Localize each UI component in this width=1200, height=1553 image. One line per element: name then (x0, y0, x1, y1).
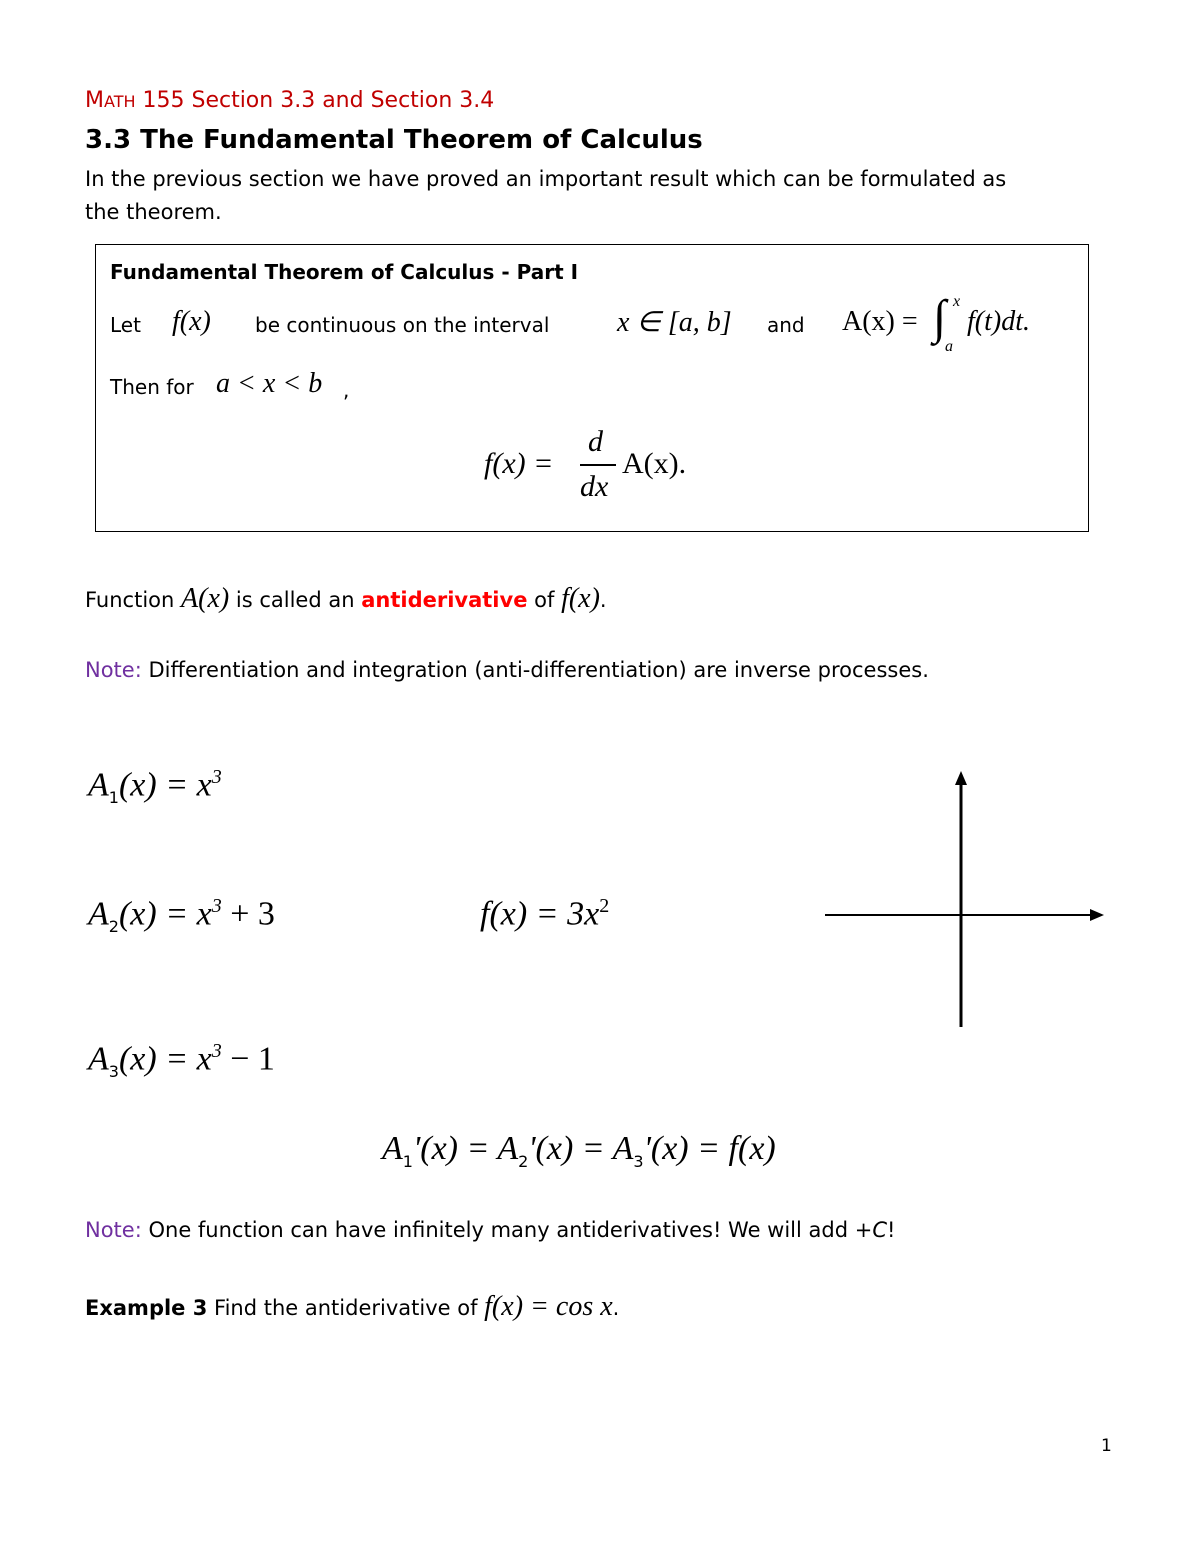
note-1-label: Note: (85, 658, 142, 682)
function-label: Function (85, 588, 175, 612)
coordinate-axes (820, 765, 1110, 1035)
of-text: of (534, 588, 555, 612)
result-rhs: A(x). (622, 447, 687, 480)
course-smallcaps: ATH (103, 92, 136, 111)
condition-comma: , (343, 378, 350, 402)
example-3-label: Example 3 (85, 1296, 208, 1320)
course-header (85, 88, 494, 113)
interval: x ∈ [a, b] (617, 307, 732, 338)
y-axis-arrow (955, 771, 967, 785)
note-2-bang: ! (887, 1218, 896, 1242)
page-number: 1 (1101, 1436, 1112, 1456)
note-1-text: Differentiation and integration (anti-differentiation) are inverse processes. (148, 658, 929, 682)
course-prefix: M (85, 88, 104, 113)
A-def-lhs: A(x) = (842, 306, 918, 337)
upper-limit: x (953, 293, 961, 310)
continuous-text: be continuous on the interval (255, 313, 550, 337)
and-label: and (767, 313, 805, 337)
note-2-text: One function can have infinitely many antiderivatives! We will add + (148, 1218, 873, 1242)
example-3-formula: f(x) = cos x (484, 1291, 613, 1322)
f-formula: $f(x) = 3x^2$ (480, 895, 610, 933)
derivatives-equality: $A_1'(x) = A_2'(x) = A_3'(x) = f(x)$ (382, 1130, 776, 1171)
note-2 (85, 1218, 895, 1242)
period: . (599, 588, 607, 612)
note-1 (85, 658, 929, 682)
let-label: Let (110, 313, 141, 337)
integrand: f(t)dt. (967, 306, 1030, 337)
section-title: 3.3 The Fundamental Theorem of Calculus (85, 125, 703, 155)
result-lhs: f(x) = (484, 447, 554, 480)
example-3 (85, 1291, 619, 1323)
antiderivative-line (85, 583, 607, 615)
intro-line-2: the theorem. (85, 200, 222, 224)
A2-formula: $A_2(x) = x^3 + 3$ (88, 895, 275, 937)
note-2-label: Note: (85, 1218, 142, 1242)
x-axis-arrow (1090, 909, 1104, 921)
course-rest: 155 Section 3.3 and Section 3.4 (135, 88, 495, 113)
lower-limit: a (945, 338, 953, 355)
then-for-label: Then for (110, 375, 194, 399)
fx-inline-2: f(x) (561, 583, 600, 614)
A3-formula: $A_3(x) = x^3 - 1$ (88, 1040, 275, 1082)
integral-sign: ∫ (933, 291, 947, 344)
example-3-period: . (612, 1296, 620, 1320)
fraction-bar (580, 464, 616, 466)
theorem-title: Fundamental Theorem of Calculus - Part I (110, 260, 579, 284)
intro-line-1: In the previous section we have proved an important result which can be formulated as (85, 167, 1007, 191)
Ax-inline: A(x) (181, 583, 230, 614)
example-3-text: Find the antiderivative of (214, 1296, 478, 1320)
A1-formula: $A_1(x) = x^3$ (88, 766, 222, 808)
frac-numerator: d (588, 425, 603, 458)
constant-c: C (872, 1218, 887, 1242)
fx-inline: f(x) (172, 306, 211, 337)
called-text: is called an (235, 588, 355, 612)
frac-denominator: dx (580, 470, 609, 503)
condition: a < x < b (216, 368, 323, 399)
antiderivative-keyword: antiderivative (361, 588, 528, 612)
